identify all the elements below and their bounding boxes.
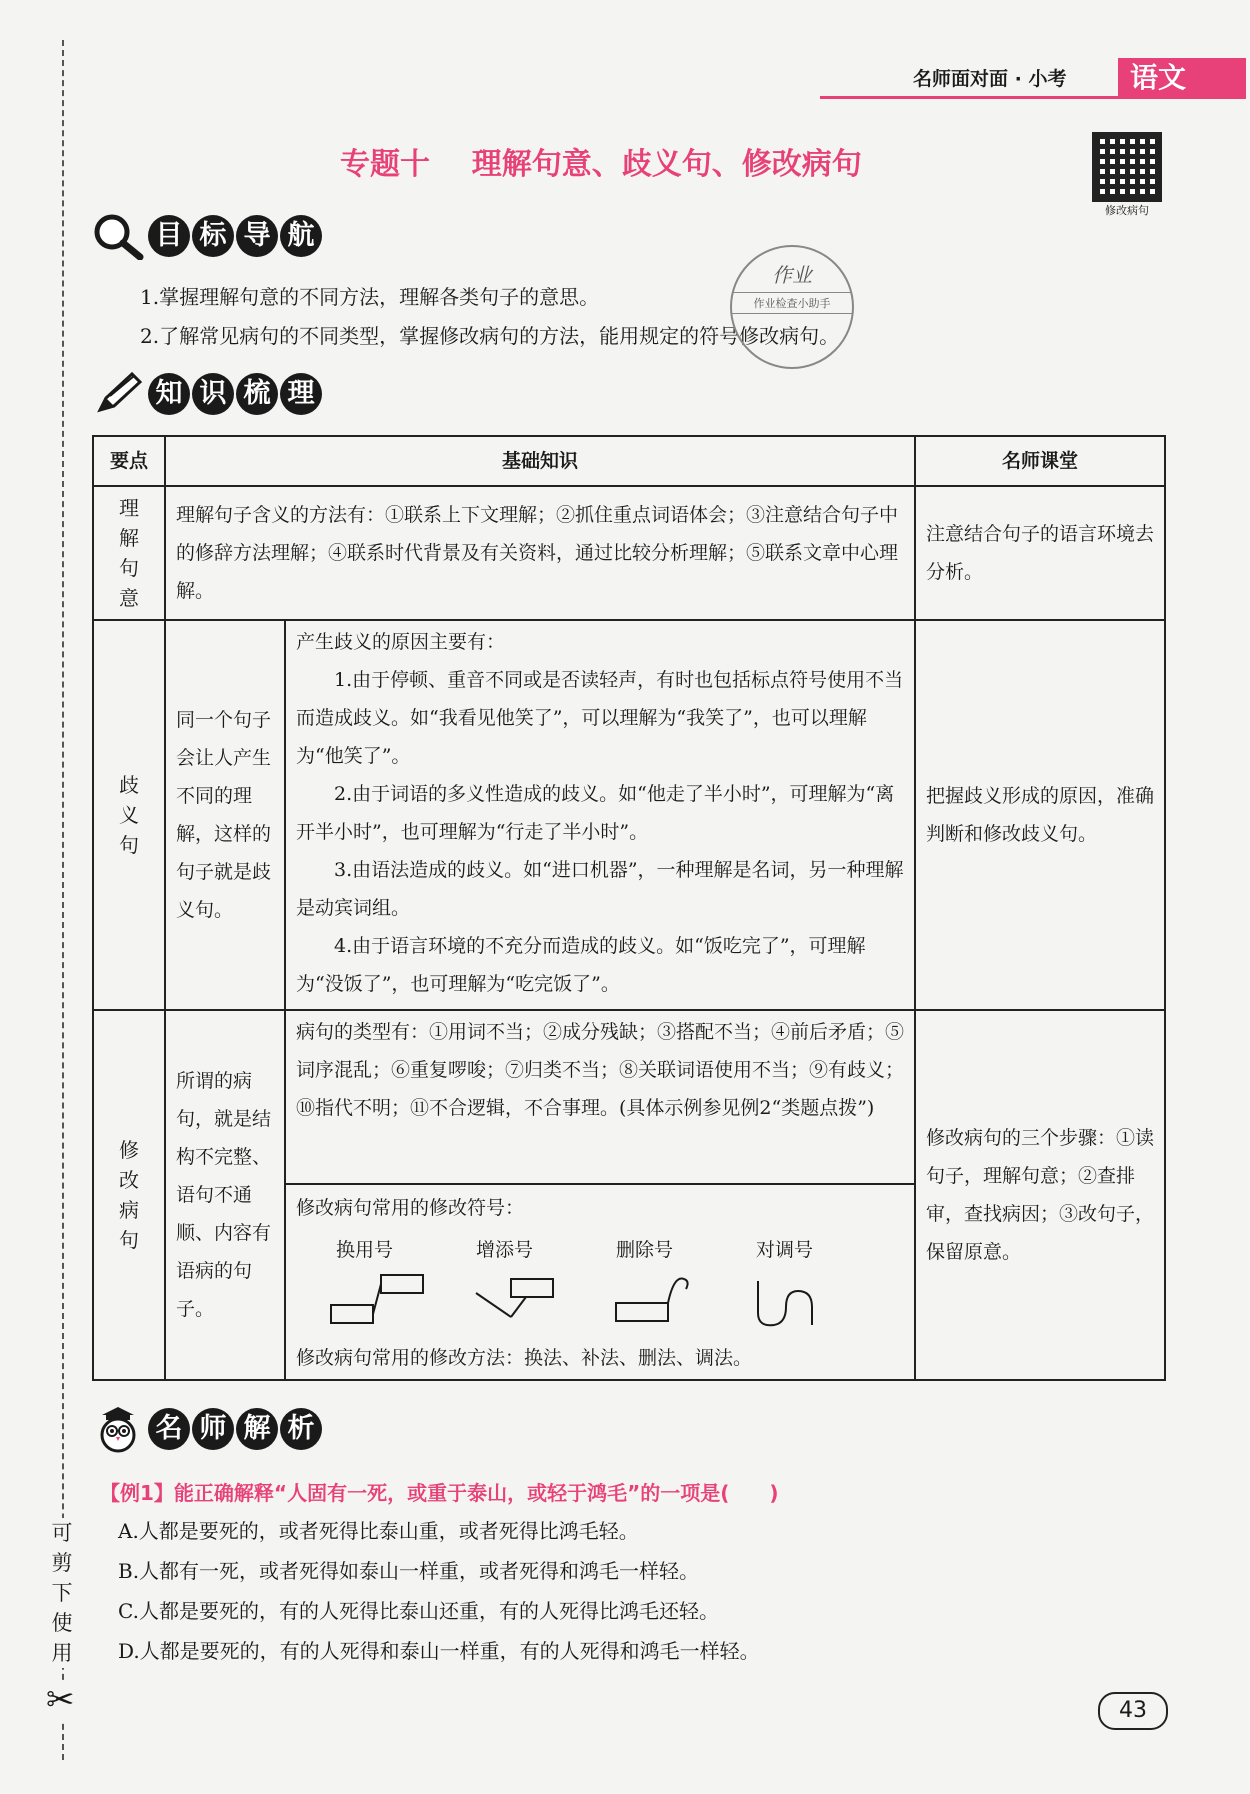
magnifier-icon: [92, 212, 144, 260]
table-row: [93, 486, 1165, 620]
knowledge-table: [92, 435, 1166, 1381]
owl-teacher-icon: [92, 1405, 144, 1453]
revise-symbols: [296, 1227, 904, 1339]
scissors-icon: ✂: [46, 1680, 75, 1720]
series-label: 名师面对面 · 小考: [913, 68, 1067, 90]
qr-code-icon[interactable]: [1092, 132, 1162, 202]
section-knowledge-heading: 知 识 梳 理: [92, 370, 324, 420]
symbol-label-replace: 换用号: [336, 1239, 394, 1261]
example-question-text: 能正确解释“人固有一死，或重于泰山，或轻于鸿毛”的一项是( ): [173, 1481, 779, 1505]
option-b: B.人都有一死，或者死得如泰山一样重，或者死得和鸿毛一样轻。: [118, 1559, 700, 1583]
table-row: [93, 1010, 1165, 1184]
row-label-ambiguous: 歧义句: [93, 620, 165, 1010]
symbol-label-swap: 对调号: [756, 1239, 814, 1261]
row-content-understand: 理解句子含义的方法有：①联系上下文理解；②抓住重点词语体会；③注意结合句子中的修辞方法理解；④联系时代背景及有关资料，通过比较分析理解；⑤联系文章中心理解。: [165, 486, 915, 620]
goal-item-2: 2.了解常见病句的不同类型，掌握修改病句的方法，能用规定的符号修改病句。: [140, 324, 840, 348]
row-tip-ambiguous: 把握歧义形成的原因，准确判断和修改歧义句。: [915, 620, 1165, 1010]
revision-symbols-drawing: [296, 1267, 916, 1337]
swap-symbol-icon: [758, 1281, 812, 1325]
header-divider: [820, 96, 1246, 99]
pencil-icon: [92, 370, 144, 418]
row-label-revise: 修改病句: [93, 1010, 165, 1380]
page-number: 43: [1098, 1692, 1168, 1730]
cut-hint: 可 剪 下 使 用: [50, 1518, 74, 1668]
row-label-understand: 理解句意: [93, 486, 165, 620]
example-1-question: [100, 1478, 779, 1508]
ambiguous-definition: 同一个句子会让人产生不同的理解，这样的句子就是歧义句。: [165, 620, 285, 1010]
header-basic-knowledge: 基础知识: [165, 436, 915, 486]
replace-symbol-icon: [331, 1275, 423, 1323]
subject-tag: 语文: [1118, 58, 1246, 98]
symbol-label-insert: 增添号: [476, 1239, 534, 1261]
table-header-row: [93, 436, 1165, 486]
table-row: [93, 620, 1165, 1010]
revise-symbols-cell: 修改病句常用的修改符号： 换用号 增添号 删除号 对调号 修改病句常用的修改方法：换法、补法、删法、调法。: [285, 1184, 915, 1380]
qr-label: 修改病句: [1105, 204, 1149, 217]
row-tip-understand: 注意结合句子的语言环境去分析。: [915, 486, 1165, 620]
page-title: 专题十 理解句意、歧义句、修改病句: [340, 147, 862, 182]
ambiguous-causes: 产生歧义的原因主要有： 1.由于停顿、重音不同或是否读轻声，有时也包括标点符号使用不当而造成歧义。如“我看见他笑了”，可以理解为“我笑了”，也可以理解为“他笑了”。 2.由于词语的多义性造成的歧义。如“他走了半小时”，可理解为“离开半小时”，也可理解为“行走了半小时”。 3.由语法造成的歧义。如“进口机器”，一种理解是名词，另一种理解是动宾词组。 4.由于语言环境的不充分而造成的歧义。如“饭吃完了”，可理解为“没饭了”，也可理解为“吃完饭了”。: [285, 620, 915, 1010]
revise-types: 病句的类型有：①用词不当；②成分残缺；③搭配不当；④前后矛盾；⑤词序混乱；⑥重复啰唆；⑦归类不当；⑧关联词语使用不当；⑨有歧义；⑩指代不明；⑪不合逻辑，不合事理。(具体示例参见例2“类题点拨”): [285, 1010, 915, 1184]
delete-symbol-icon: [616, 1279, 688, 1322]
example-tag: 【例1】: [100, 1481, 174, 1505]
header-teacher-class: 名师课堂: [915, 436, 1165, 486]
homework-stamp: 作业 作业检查小助手: [730, 245, 854, 369]
option-d: D.人都是要死的，有的人死得和泰山一样重，有的人死得和鸿毛一样轻。: [118, 1639, 760, 1663]
header-key-points: 要点: [93, 436, 165, 486]
row-tip-revise: 修改病句的三个步骤：①读句子，理解句意；②查排审，查找病因；③改句子，保留原意。: [915, 1010, 1165, 1380]
insert-symbol-icon: [476, 1279, 553, 1317]
symbol-label-delete: 删除号: [616, 1239, 674, 1261]
option-a: A.人都是要死的，或者死得比泰山重，或者死得比鸿毛轻。: [118, 1519, 639, 1543]
option-c: C.人都是要死的，有的人死得比泰山还重，有的人死得比鸿毛还轻。: [118, 1599, 719, 1623]
section-goals-heading: 目 标 导 航: [92, 212, 324, 262]
cut-line: [62, 40, 64, 1760]
section-analysis-heading: 名 师 解 析: [92, 1405, 324, 1455]
revise-definition: 所谓的病句，就是结构不完整、语句不通顺、内容有语病的句子。: [165, 1010, 285, 1380]
goal-item-1: 1.掌握理解句意的不同方法，理解各类句子的意思。: [140, 285, 600, 309]
